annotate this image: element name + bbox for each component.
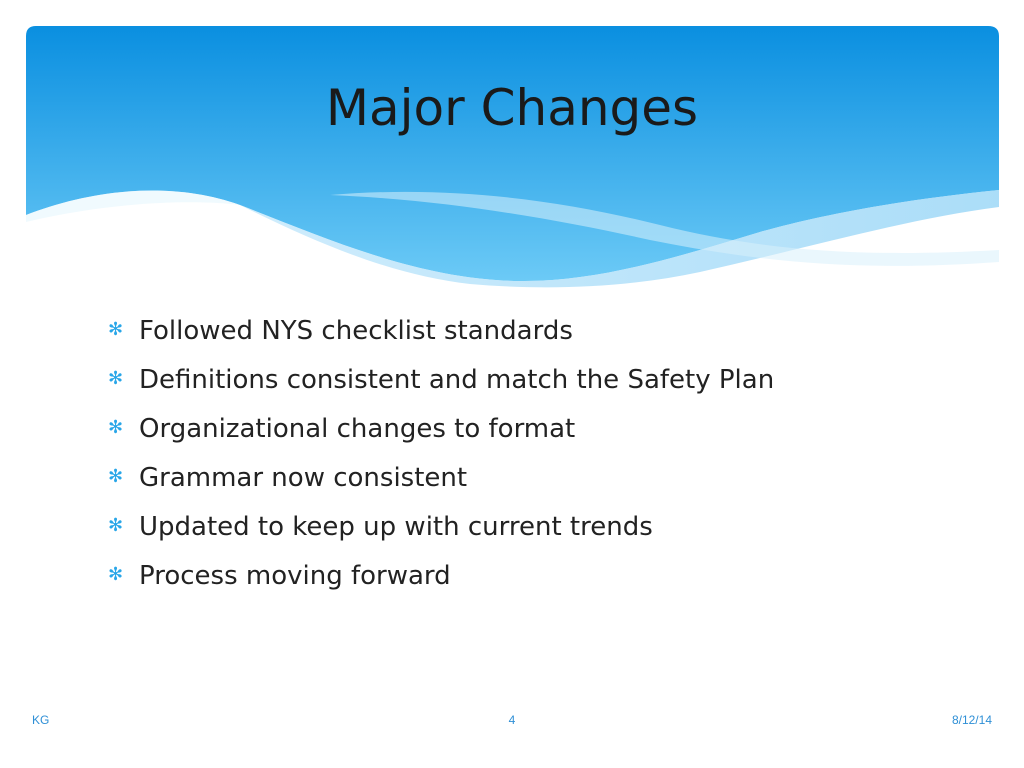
asterisk-bullet-icon: ✻	[108, 318, 124, 340]
bullet-item	[108, 453, 774, 502]
header-band-shape	[26, 26, 999, 281]
bullet-text: Grammar now consistent	[139, 462, 468, 493]
header-wave-background	[0, 0, 1024, 300]
bullet-item	[108, 404, 774, 453]
asterisk-bullet-icon: ✻	[108, 367, 124, 389]
asterisk-bullet-icon: ✻	[108, 416, 124, 438]
footer-date: 8/12/14	[951, 713, 992, 727]
bullet-text: Updated to keep up with current trends	[139, 511, 653, 542]
bullet-text: Followed NYS checklist standards	[139, 315, 573, 346]
asterisk-bullet-icon: ✻	[108, 514, 124, 536]
bullet-item	[108, 306, 774, 355]
asterisk-bullet-icon: ✻	[108, 465, 124, 487]
bullet-item	[108, 551, 774, 600]
bullet-text: Organizational changes to format	[139, 413, 576, 444]
bullet-text: Process moving forward	[139, 560, 451, 591]
footer-page-number: 4	[508, 713, 516, 727]
asterisk-bullet-icon: ✻	[108, 563, 124, 585]
bullet-text: Definitions consistent and match the Safety Plan	[139, 364, 775, 395]
bullet-list	[108, 306, 774, 600]
bullet-item	[108, 355, 774, 404]
footer-author: KG	[32, 713, 50, 727]
bullet-item	[108, 502, 774, 551]
slide-title: Major Changes	[325, 79, 699, 137]
